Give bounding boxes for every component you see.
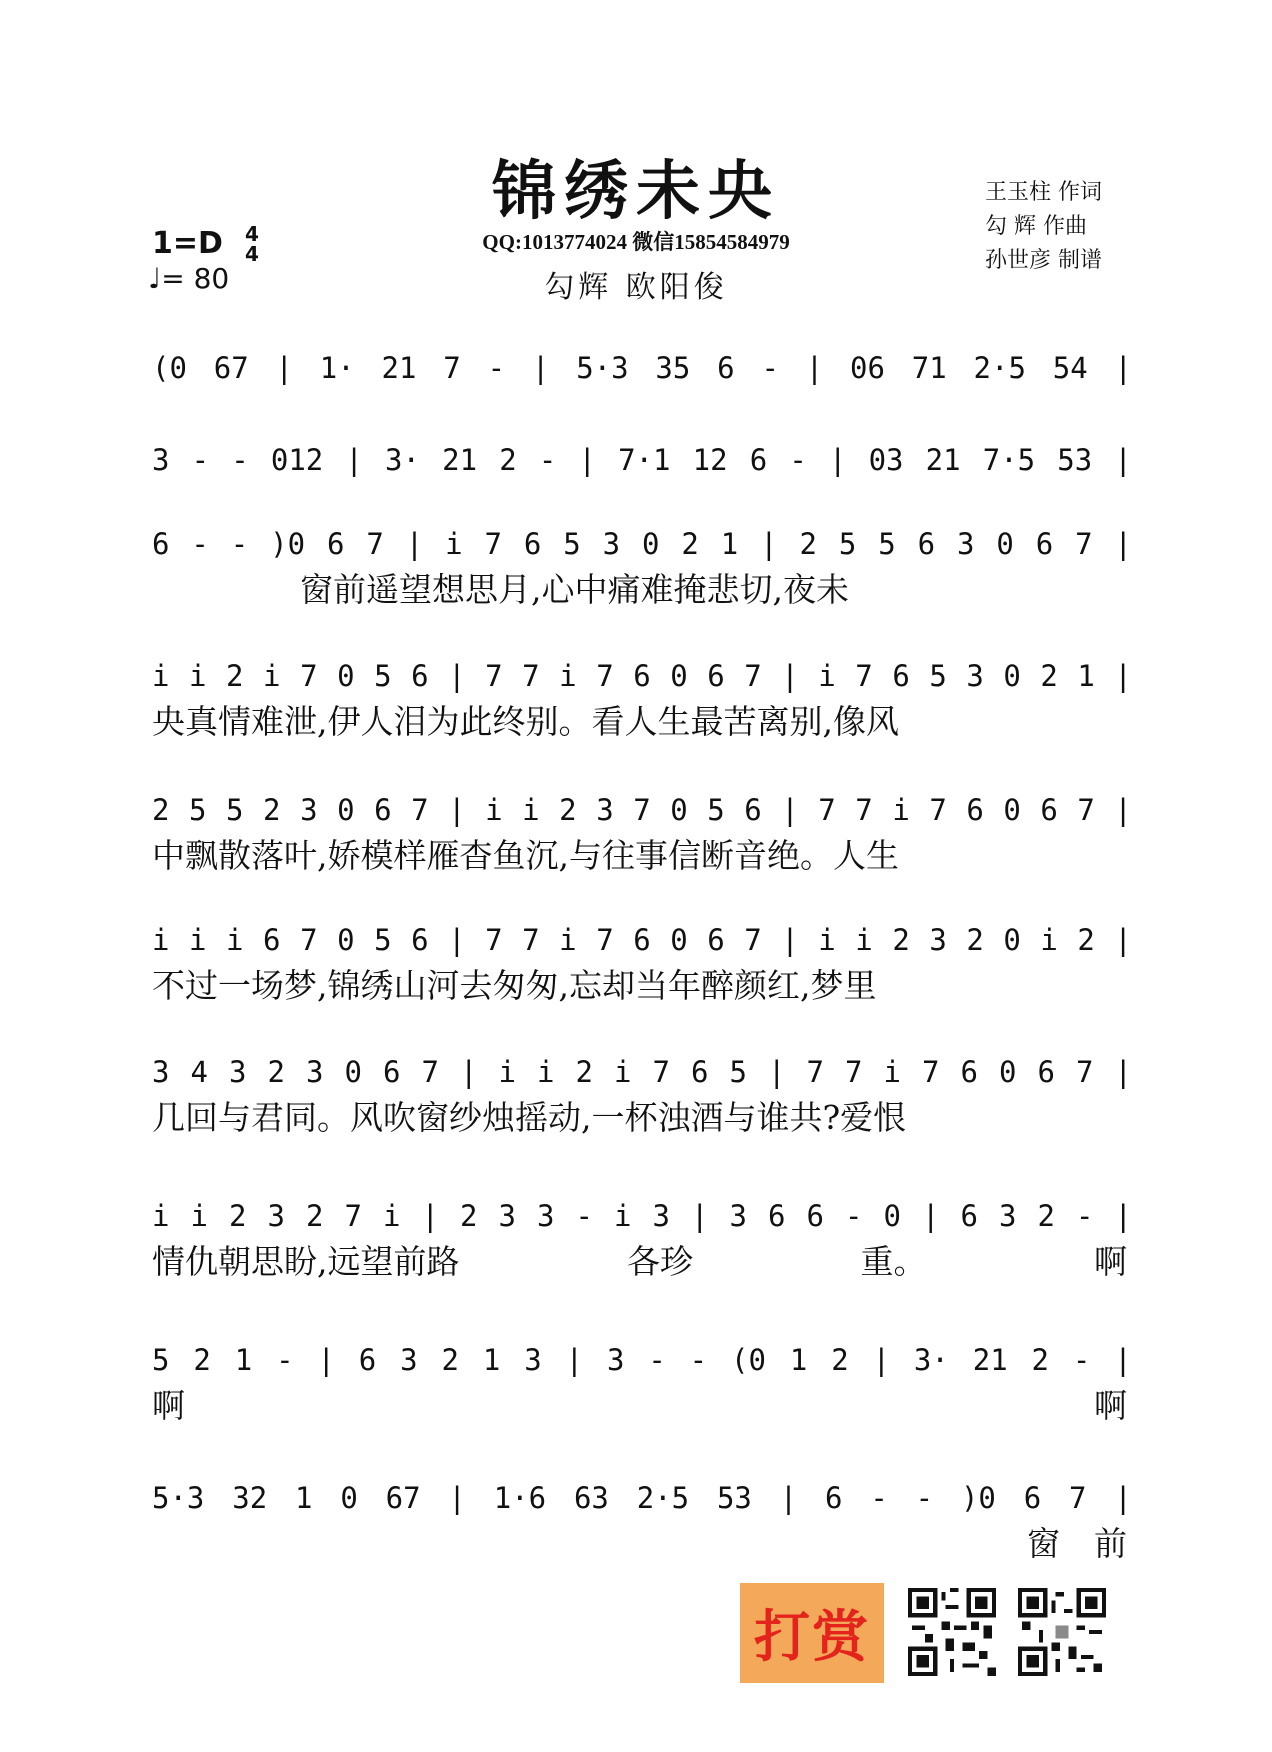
note: 21 xyxy=(381,351,417,385)
note: 3 xyxy=(400,1343,418,1377)
score-row xyxy=(152,1052,1132,1100)
note: i xyxy=(522,793,540,827)
note: 6 xyxy=(707,923,725,957)
note: 3 xyxy=(537,1199,555,1233)
note: 32 xyxy=(232,1481,268,1515)
note: 2 xyxy=(831,1343,849,1377)
note: 6 xyxy=(960,1055,978,1089)
note: 0 xyxy=(1003,923,1021,957)
note: 012 xyxy=(270,443,324,477)
notation-line xyxy=(152,656,1132,696)
note: 1 xyxy=(720,527,739,561)
barline: | xyxy=(691,1199,709,1233)
note: - xyxy=(870,1481,888,1515)
note: 0 xyxy=(670,793,688,827)
note: 7 xyxy=(443,351,461,385)
note: 7 xyxy=(744,923,762,957)
note: 0 xyxy=(344,1055,362,1089)
note: 6 xyxy=(917,527,936,561)
note: 2 xyxy=(460,1199,478,1233)
lyrics-line xyxy=(152,702,1127,742)
lyric-phrase: 不过一场梦,锦绣山河去匆匆,忘却当年醉颜红,梦里 xyxy=(152,966,877,1005)
contact-info: QQ:1013774024 微信15854584979 xyxy=(482,230,790,254)
lyricist-credit: 王玉柱 作词 xyxy=(985,180,1102,205)
time-signature xyxy=(241,224,263,264)
lyric-phrase: 几回与君同。风吹窗纱烛摇动,一杯浊酒与谁共?爱恨 xyxy=(152,1098,907,1137)
note: 7 xyxy=(1076,1055,1094,1089)
note: 7 xyxy=(744,659,762,693)
note: )0 xyxy=(960,1481,996,1515)
note: 3 xyxy=(606,1343,625,1377)
note: i xyxy=(559,659,577,693)
note: 71 xyxy=(911,351,947,385)
note: - xyxy=(1072,1343,1091,1377)
note: i xyxy=(855,923,873,957)
note: 2 xyxy=(499,443,517,477)
qr-code-icon[interactable] xyxy=(1018,1588,1106,1676)
note: 1· xyxy=(319,351,355,385)
note: 7 xyxy=(484,527,502,561)
note: 7 xyxy=(929,793,947,827)
note: 2 xyxy=(559,793,577,827)
reward-button[interactable]: 打赏 xyxy=(740,1583,884,1683)
score-row xyxy=(152,348,1132,396)
note: 2 xyxy=(152,793,170,827)
lyric-phrase: 啊 xyxy=(1094,1386,1127,1425)
score-row xyxy=(152,1196,1132,1244)
note: 3 xyxy=(602,527,621,561)
note: 6 xyxy=(383,1055,401,1089)
note: 12 xyxy=(692,443,728,477)
transcriber-credit: 孙世彦 制谱 xyxy=(985,248,1102,273)
page-title: 锦绣未央 xyxy=(492,154,780,229)
barline: | xyxy=(872,1343,891,1377)
note: i xyxy=(559,923,577,957)
note: 0 xyxy=(337,923,355,957)
note: i xyxy=(1040,923,1058,957)
note: 5 xyxy=(563,527,581,561)
lyrics-line xyxy=(152,1098,1127,1138)
note: 6 xyxy=(749,443,768,477)
lyric-phrase: 窗 xyxy=(1027,1524,1060,1563)
barline: | xyxy=(405,527,424,561)
notation-line xyxy=(152,920,1132,960)
note: 7 xyxy=(818,793,836,827)
note: 0 xyxy=(340,1481,358,1515)
note: 7 xyxy=(522,659,540,693)
note: 6 xyxy=(1023,1481,1042,1515)
score-row xyxy=(152,440,1132,488)
lyrics-line xyxy=(152,1386,1127,1426)
barline: | xyxy=(1114,1343,1132,1377)
note: 7 xyxy=(845,1055,863,1089)
note: 2 xyxy=(575,1055,593,1089)
note: - xyxy=(191,443,210,477)
note: - xyxy=(487,351,506,385)
lyrics-line xyxy=(152,836,1127,876)
barline: | xyxy=(1114,527,1132,561)
note: 6 xyxy=(707,659,725,693)
barline: | xyxy=(1114,1055,1132,1089)
qr-code-icon[interactable] xyxy=(908,1588,996,1676)
lyric-phrase: 情仇朝思盼,远望前路 xyxy=(152,1242,460,1281)
note: - xyxy=(231,443,249,477)
note: 21 xyxy=(925,443,961,477)
barline: | xyxy=(828,443,847,477)
note: 6 xyxy=(825,1481,843,1515)
note: i xyxy=(818,659,836,693)
note: 2·5 xyxy=(973,351,1026,385)
note: 2·5 xyxy=(636,1481,690,1515)
note: 35 xyxy=(655,351,691,385)
note: 6 xyxy=(960,1199,978,1233)
note: 3 xyxy=(956,527,975,561)
note: i xyxy=(152,923,170,957)
note: - xyxy=(1076,1199,1094,1233)
barline: | xyxy=(1114,1481,1132,1515)
note: i xyxy=(189,923,207,957)
note: 5·3 xyxy=(576,351,629,385)
note: i xyxy=(226,923,244,957)
note: 5 xyxy=(226,793,244,827)
note: 1 xyxy=(789,1343,808,1377)
note: 0 xyxy=(883,1199,901,1233)
note: 7·1 xyxy=(618,443,671,477)
notation-line xyxy=(152,348,1132,388)
note: 2 xyxy=(193,1343,211,1377)
note: 6 xyxy=(326,527,345,561)
note: 7 xyxy=(300,923,318,957)
note: 6 xyxy=(374,793,392,827)
lyric-phrase: 啊 xyxy=(1094,1242,1127,1281)
score-row xyxy=(152,1340,1132,1388)
note: 7 xyxy=(652,1055,670,1089)
note: 6 xyxy=(411,659,429,693)
lyric-phrase: 啊 xyxy=(152,1386,185,1425)
note: 6 xyxy=(1037,1055,1055,1089)
note: 54 xyxy=(1052,351,1088,385)
note: 7 xyxy=(806,1055,824,1089)
note: 5 xyxy=(189,793,207,827)
barline: | xyxy=(805,351,824,385)
lyric-phrase: 重。 xyxy=(860,1242,927,1281)
barline: | xyxy=(531,351,550,385)
note: 2 xyxy=(306,1199,324,1233)
note: 67 xyxy=(213,351,249,385)
note: 7 xyxy=(411,793,429,827)
barline: | xyxy=(768,1055,786,1089)
note: 6 xyxy=(966,793,984,827)
note: 5 xyxy=(374,659,392,693)
note: 53 xyxy=(1057,443,1093,477)
score-row xyxy=(152,920,1132,968)
note: - xyxy=(761,351,779,385)
note: i xyxy=(263,659,281,693)
barline: | xyxy=(781,659,799,693)
note: 3 xyxy=(306,1055,324,1089)
time-sig-top: 4 xyxy=(245,222,259,246)
note: i xyxy=(485,793,503,827)
note: 3 xyxy=(929,923,947,957)
note: 21 xyxy=(442,443,478,477)
note: 0 xyxy=(670,923,688,957)
note: i xyxy=(537,1055,555,1089)
note: 6 xyxy=(152,527,170,561)
notation-line xyxy=(152,1196,1132,1236)
note: 7 xyxy=(485,659,503,693)
lyric-phrase: 各珍 xyxy=(627,1242,693,1281)
barline: | xyxy=(448,923,466,957)
score-row xyxy=(152,1478,1132,1526)
note: 7 xyxy=(421,1055,439,1089)
note: 5 xyxy=(707,793,725,827)
note: 21 xyxy=(972,1343,1008,1377)
note: 7 xyxy=(485,923,503,957)
note: 0 xyxy=(337,659,355,693)
note: 6 xyxy=(1035,527,1054,561)
barline: | xyxy=(1114,443,1132,477)
note: i xyxy=(614,1199,632,1233)
lyrics-line xyxy=(300,570,1125,610)
note: i xyxy=(498,1055,516,1089)
notation-line xyxy=(152,440,1132,480)
note: 3 xyxy=(498,1199,516,1233)
note: 1 xyxy=(1077,659,1095,693)
barline: | xyxy=(1114,1199,1132,1233)
lyric-phrase: 中飘散落叶,娇模样雁杳鱼沉,与往事信断音绝。人生 xyxy=(152,836,899,875)
barline: | xyxy=(1114,923,1132,957)
note: - xyxy=(191,527,209,561)
note: - xyxy=(845,1199,863,1233)
barline: | xyxy=(760,527,778,561)
barline: | xyxy=(460,1055,478,1089)
note: 7 xyxy=(855,659,873,693)
tempo-mark: ♩= 80 xyxy=(148,262,230,295)
note: 2 xyxy=(441,1343,459,1377)
note: 3 xyxy=(652,1199,670,1233)
note: 6 xyxy=(691,1055,709,1089)
notation-line xyxy=(152,524,1132,564)
note: 2 xyxy=(1077,923,1095,957)
lyrics-line xyxy=(152,1524,1127,1564)
note: 1 xyxy=(234,1343,253,1377)
note: 5 xyxy=(878,527,896,561)
barline: | xyxy=(1114,659,1132,693)
note: 7 xyxy=(522,923,540,957)
note: 06 xyxy=(850,351,885,385)
note: 5 xyxy=(729,1055,747,1089)
time-sig-bottom: 4 xyxy=(245,242,259,266)
note: 3 xyxy=(729,1199,747,1233)
note: 3· xyxy=(913,1343,949,1377)
note: i xyxy=(445,527,463,561)
note: - xyxy=(538,443,557,477)
note: i xyxy=(892,793,910,827)
note: - xyxy=(575,1199,593,1233)
note: 6 xyxy=(633,659,651,693)
note: 0 xyxy=(996,527,1014,561)
note: 2 xyxy=(966,923,984,957)
note: 7 xyxy=(1075,527,1093,561)
note: 7 xyxy=(344,1199,362,1233)
note: 3 xyxy=(524,1343,542,1377)
note: (0 xyxy=(152,351,187,385)
note: 6 xyxy=(263,923,281,957)
score-row xyxy=(152,524,1132,572)
note: 2 xyxy=(1040,659,1058,693)
barline: | xyxy=(578,443,596,477)
notation-line xyxy=(152,1478,1132,1518)
note: 0 xyxy=(641,527,660,561)
note: )0 xyxy=(270,527,306,561)
note: 6 xyxy=(633,923,651,957)
credits xyxy=(985,176,1102,278)
note: - xyxy=(915,1481,934,1515)
note: 3 xyxy=(300,793,318,827)
barline: | xyxy=(781,793,799,827)
note: 3 xyxy=(229,1055,247,1089)
note: 67 xyxy=(385,1481,421,1515)
note: i xyxy=(189,659,207,693)
note: i xyxy=(614,1055,632,1089)
note: 7 xyxy=(300,659,318,693)
note: i xyxy=(818,923,836,957)
note: 3 xyxy=(596,793,614,827)
barline: | xyxy=(922,1199,940,1233)
note: 6 xyxy=(744,793,762,827)
note: 0 xyxy=(999,1055,1017,1089)
note: 6 xyxy=(523,527,542,561)
note: i xyxy=(152,659,170,693)
note: 7 xyxy=(633,793,651,827)
note: 6 xyxy=(1040,793,1058,827)
note: 6 xyxy=(806,1199,824,1233)
note: 5 xyxy=(152,1343,170,1377)
score-row xyxy=(152,790,1132,838)
note: 2 xyxy=(267,1055,285,1089)
note: 03 xyxy=(868,443,904,477)
note: i xyxy=(883,1055,901,1089)
barline: | xyxy=(421,1199,439,1233)
note: 63 xyxy=(573,1481,609,1515)
note: 0 xyxy=(337,793,355,827)
lyric-phrase: 窗前遥望想思月,心中痛难掩悲切,夜未 xyxy=(300,570,849,609)
note: 2 xyxy=(892,923,910,957)
note: 3· xyxy=(385,443,420,477)
note: 2 xyxy=(799,527,817,561)
note: 3 xyxy=(999,1199,1017,1233)
note: 0 xyxy=(670,659,688,693)
note: - xyxy=(648,1343,666,1377)
note: 7·5 xyxy=(982,443,1036,477)
barline: | xyxy=(317,1343,335,1377)
note: 7 xyxy=(1077,793,1095,827)
barline: | xyxy=(1114,793,1132,827)
note: 2 xyxy=(681,527,699,561)
score-row xyxy=(152,656,1132,704)
note: 1 xyxy=(295,1481,313,1515)
note: 7 xyxy=(596,923,614,957)
barline: | xyxy=(448,1481,466,1515)
note: 3 xyxy=(966,659,984,693)
note: 5 xyxy=(838,527,857,561)
notation-line xyxy=(152,790,1132,830)
note: 6 xyxy=(892,659,910,693)
note: 6 xyxy=(768,1199,786,1233)
note: 6 xyxy=(358,1343,377,1377)
note: 6 xyxy=(411,923,429,957)
note: (0 xyxy=(731,1343,766,1377)
note: 7 xyxy=(596,659,614,693)
note: 5 xyxy=(929,659,947,693)
note: - xyxy=(230,527,249,561)
note: 53 xyxy=(716,1481,752,1515)
barline: | xyxy=(781,923,799,957)
barline: | xyxy=(448,659,466,693)
key-signature: 1=D xyxy=(152,226,223,261)
note: i xyxy=(190,1199,208,1233)
note: 7 xyxy=(922,1055,940,1089)
barline: | xyxy=(345,443,363,477)
note: 5·3 xyxy=(152,1481,205,1515)
barline: | xyxy=(448,793,466,827)
notation-line xyxy=(152,1052,1132,1092)
barline: | xyxy=(779,1481,798,1515)
notation-line xyxy=(152,1340,1132,1380)
barline: | xyxy=(1114,351,1132,385)
barline: | xyxy=(565,1343,584,1377)
note: 1·6 xyxy=(493,1481,547,1515)
note: 4 xyxy=(190,1055,208,1089)
note: 2 xyxy=(263,793,281,827)
note: - xyxy=(789,443,807,477)
note: 1 xyxy=(482,1343,501,1377)
lyric-phrase: 前 xyxy=(1094,1524,1127,1563)
lyrics-line xyxy=(152,1242,1127,1282)
note: 5 xyxy=(374,923,392,957)
note: 3 xyxy=(152,1055,170,1089)
note: 3 xyxy=(267,1199,285,1233)
note: 2 xyxy=(229,1199,247,1233)
barline: | xyxy=(275,351,293,385)
singers: 勾辉 欧阳俊 xyxy=(544,270,728,305)
note: - xyxy=(689,1343,708,1377)
note: 2 xyxy=(226,659,244,693)
note: i xyxy=(383,1199,401,1233)
lyric-phrase: 央真情难泄,伊人泪为此终别。看人生最苦离别,像风 xyxy=(152,702,899,741)
lyrics-line xyxy=(152,966,1127,1006)
note: 3 xyxy=(152,443,170,477)
note: - xyxy=(276,1343,294,1377)
note: i xyxy=(152,1199,170,1233)
note: 7 xyxy=(855,793,873,827)
note: 6 xyxy=(717,351,735,385)
note: 2 xyxy=(1031,1343,1050,1377)
note: 7 xyxy=(366,527,384,561)
note: 7 xyxy=(1069,1481,1087,1515)
note: 0 xyxy=(1003,659,1021,693)
note: 2 xyxy=(1037,1199,1055,1233)
note: 0 xyxy=(1003,793,1021,827)
composer-credit: 勾 辉 作曲 xyxy=(985,214,1087,239)
